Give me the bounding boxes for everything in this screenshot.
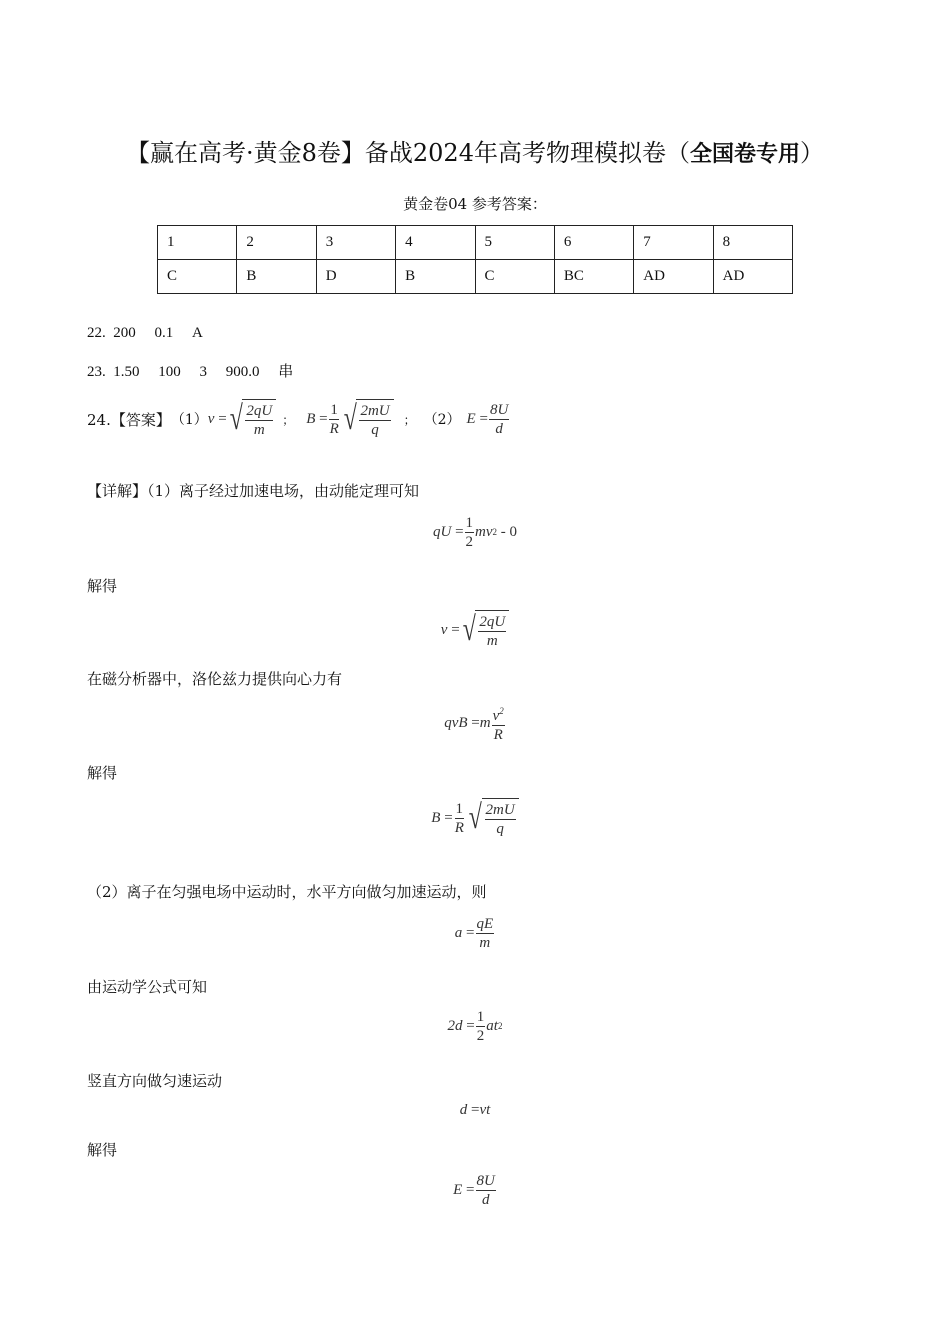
math-var: a: [454, 924, 463, 941]
magnetic-text: 在磁分析器中，洛伦兹力提供向心力有: [87, 670, 343, 688]
table-cell: 8: [713, 226, 792, 260]
math-den: R: [493, 727, 503, 743]
table-cell: BC: [554, 260, 633, 294]
math-op: =: [455, 523, 464, 540]
q22-a2: 0.1: [154, 325, 174, 341]
equation-lorentz: [0, 700, 950, 746]
math-den: q: [371, 422, 379, 438]
table-cell: 3: [316, 226, 395, 260]
table-row: [158, 226, 793, 260]
separator: ；: [403, 412, 416, 427]
math-den: R: [329, 420, 339, 437]
title-bold: 全国卷专用: [689, 142, 800, 167]
formula-B: [306, 399, 393, 439]
math-op: =: [479, 410, 488, 427]
kinematics-text: 由运动学公式可知: [87, 978, 208, 996]
subtitle: 黄金卷04 参考答案：: [403, 195, 547, 213]
math-exp: 2: [499, 706, 504, 716]
math-den: d: [481, 1191, 490, 1208]
math-den: d: [495, 420, 503, 437]
table-cell: C: [475, 260, 554, 294]
q23-answer: [87, 360, 293, 381]
math-var: mv: [475, 523, 493, 540]
math-den: 2: [465, 533, 474, 550]
q23-a4: 900.0: [225, 364, 260, 380]
q22-answer: [87, 325, 203, 342]
solve-label-2: 解得: [87, 764, 118, 782]
math-den: m: [479, 934, 491, 951]
math-op: =: [470, 1101, 480, 1118]
math-num: 1: [330, 401, 338, 418]
math-op: =: [451, 621, 460, 638]
math-op: =: [471, 714, 480, 731]
math-num: 2mU: [485, 802, 515, 818]
q23-num: 23.: [87, 364, 106, 380]
q24-label: 24.【答案】: [87, 410, 171, 429]
equation-d: [0, 1098, 950, 1122]
q24-answer: [87, 397, 510, 441]
math-var: d: [459, 1101, 468, 1118]
math-var: m: [479, 714, 491, 731]
math-num: 1: [455, 800, 464, 817]
math-op: =: [319, 410, 328, 427]
math-var: v: [207, 410, 215, 427]
math-num: 8U: [476, 1172, 495, 1189]
math-den: m: [486, 633, 498, 649]
math-op: =: [218, 410, 227, 427]
equation-v: [0, 606, 950, 654]
math-den: m: [253, 422, 265, 438]
math-var: qU: [432, 523, 452, 540]
detail-intro: 【详解】（1）离子经过加速电场，由动能定理可知: [87, 482, 420, 500]
sqrt: √ $\frac{2qU}{m}$: [460, 610, 510, 650]
separator: ；: [282, 412, 295, 427]
equation-a: [0, 911, 950, 955]
math-num: 2qU: [479, 614, 506, 630]
math-var: B: [306, 410, 316, 427]
q22-a1: 200: [113, 325, 136, 341]
sqrt: √ $\frac{2qU}{m}$: [227, 399, 277, 439]
equation-energy: [0, 510, 950, 554]
math-var: v: [440, 621, 448, 638]
equation-E: [0, 1168, 950, 1212]
table-cell: AD: [713, 260, 792, 294]
table-cell: 6: [554, 226, 633, 260]
math-var: qvB: [444, 714, 468, 731]
formula-v: [208, 399, 276, 439]
math-num: 2mU: [360, 403, 390, 419]
q22-a3: A: [192, 325, 203, 341]
math-den: 2: [476, 1027, 485, 1044]
q24-part2-label: （2）: [423, 412, 461, 428]
table-cell: B: [237, 260, 316, 294]
sqrt: √ $\frac{2mU}{q}$: [341, 399, 394, 439]
formula-E: [467, 401, 511, 438]
title-suffix: ）: [800, 139, 824, 167]
math-exp: 2: [497, 1021, 503, 1031]
part2-text: （2）离子在匀强电场中运动时，水平方向做匀加速运动，则: [87, 883, 487, 901]
title-prefix: 【赢在高考·黄金8卷】备战2024年高考物理模拟卷（: [126, 139, 690, 167]
equation-2d: [0, 1004, 950, 1048]
math-var: E: [466, 410, 476, 427]
table-cell: 4: [396, 226, 475, 260]
table-cell: 2: [237, 226, 316, 260]
q22-num: 22.: [87, 325, 106, 341]
page-title: [0, 133, 950, 168]
math-num: 1: [465, 514, 474, 531]
math-term: - 0: [500, 523, 518, 540]
q23-a2: 100: [158, 364, 181, 380]
solve-label-1: 解得: [87, 577, 118, 595]
math-den: R: [454, 819, 464, 836]
math-op: =: [466, 1181, 475, 1198]
table-cell: 1: [158, 226, 237, 260]
math-op: =: [466, 924, 475, 941]
math-exp: 2: [492, 527, 498, 537]
equation-B: [0, 794, 950, 842]
math-num: qE: [476, 915, 494, 932]
math-num: v: [492, 708, 500, 724]
q24-part1-label: （1）: [170, 412, 208, 428]
table-cell: AD: [634, 260, 713, 294]
math-var: at: [486, 1017, 498, 1034]
table-cell: B: [396, 260, 475, 294]
table-cell: 7: [634, 226, 713, 260]
solve-label-3: 解得: [87, 1141, 118, 1159]
math-num: 1: [476, 1008, 485, 1025]
table-cell: 5: [475, 226, 554, 260]
answer-table: [157, 225, 793, 294]
vertical-text: 竖直方向做匀速运动: [87, 1072, 223, 1090]
sqrt: √ $\frac{2mU}{q}$: [466, 798, 519, 838]
math-num: 8U: [489, 401, 509, 418]
math-var: B: [431, 809, 441, 826]
math-op: =: [444, 809, 453, 826]
math-op: =: [466, 1017, 475, 1034]
table-row: [158, 260, 793, 294]
math-var: vt: [479, 1101, 491, 1118]
table-cell: C: [158, 260, 237, 294]
q23-a3: 3: [199, 364, 207, 380]
q23-a1: 1.50: [113, 364, 140, 380]
math-den: q: [496, 821, 504, 837]
math-var: E: [453, 1181, 463, 1198]
q23-a5: 串: [278, 364, 294, 380]
table-cell: D: [316, 260, 395, 294]
math-num: 2qU: [246, 403, 273, 419]
math-var: 2d: [447, 1017, 463, 1034]
